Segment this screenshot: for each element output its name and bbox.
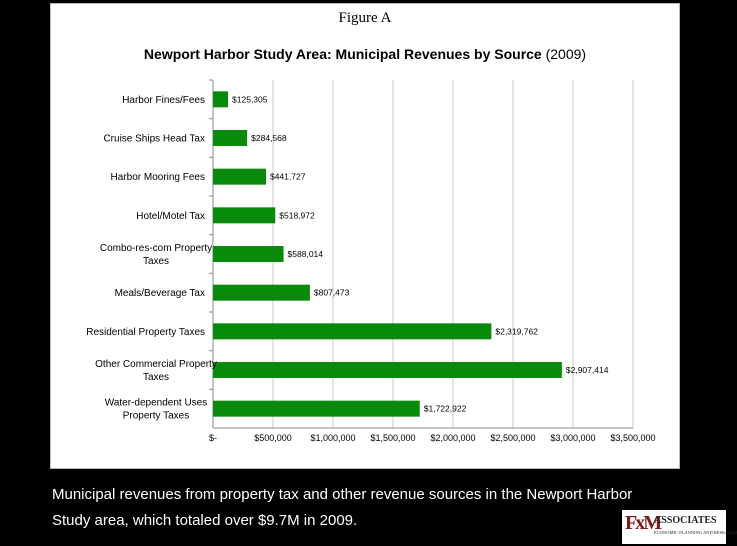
x-tick-label: $1,500,000 — [370, 433, 416, 443]
chart-title-main: Newport Harbor Study Area: Municipal Revenues by Source — [143, 46, 542, 62]
x-tick-label: $3,500,000 — [610, 433, 656, 443]
chart-frame — [50, 3, 680, 469]
bar — [213, 323, 491, 339]
x-tick-label: $2,500,000 — [490, 433, 536, 443]
bar-chart — [51, 4, 679, 468]
data-label: $125,305 — [232, 94, 268, 105]
data-label: $588,014 — [287, 249, 324, 259]
x-tick-label: $1,000,000 — [310, 433, 356, 443]
data-label: $807,473 — [313, 287, 350, 298]
category-label: Property Taxes — [122, 410, 190, 422]
bar — [213, 207, 275, 223]
data-label: $2,907,414 — [565, 365, 609, 375]
category-label: Taxes — [142, 256, 170, 267]
bar — [213, 91, 228, 107]
x-tick-label: $3,000,000 — [550, 433, 596, 443]
x-tick-label: $- — [208, 433, 218, 443]
x-tick-label: $2,000,000 — [430, 433, 476, 443]
logo-tagline: ECONOMIC PLANNING AND RESEARCH — [654, 530, 737, 535]
company-logo — [622, 510, 737, 544]
bar — [213, 246, 284, 262]
caption: Municipal revenues from property tax and other revenue sources in the Newport Harbor Study area, which totaled over $9.7M in 2009. — [52, 486, 633, 529]
category-label: Taxes — [142, 372, 170, 383]
data-label: $2,319,762 — [495, 326, 538, 337]
bar — [213, 401, 420, 417]
bar — [213, 130, 247, 146]
data-label: $518,972 — [279, 210, 315, 221]
category-label: Hotel/Motel Tax — [136, 210, 205, 222]
data-label: $441,727 — [270, 171, 306, 182]
bar — [213, 169, 266, 185]
logo-name: ASSOCIATES — [654, 515, 717, 526]
chart-title-suffix: (2009) — [545, 46, 587, 62]
category-label: Water-dependent Uses — [104, 397, 208, 409]
x-tick-label: $500,000 — [254, 433, 292, 443]
category-label: Residential Property Taxes — [86, 326, 205, 338]
figure-label: Figure A — [338, 10, 392, 26]
category-label: Harbor Mooring Fees — [110, 172, 205, 184]
category-label: Cruise Ships Head Tax — [103, 133, 205, 145]
bar — [213, 285, 310, 301]
category-label: Combo-res-com Property — [99, 243, 213, 254]
category-label: Meals/Beverage Tax — [114, 288, 205, 300]
category-label: Other Commercial Property — [95, 359, 217, 370]
data-label: $1,722,922 — [423, 403, 467, 414]
logo-mark: FxM — [625, 512, 661, 534]
data-label: $284,568 — [251, 133, 287, 143]
category-label: Harbor Fines/Fees — [122, 94, 205, 106]
bar — [213, 362, 562, 378]
